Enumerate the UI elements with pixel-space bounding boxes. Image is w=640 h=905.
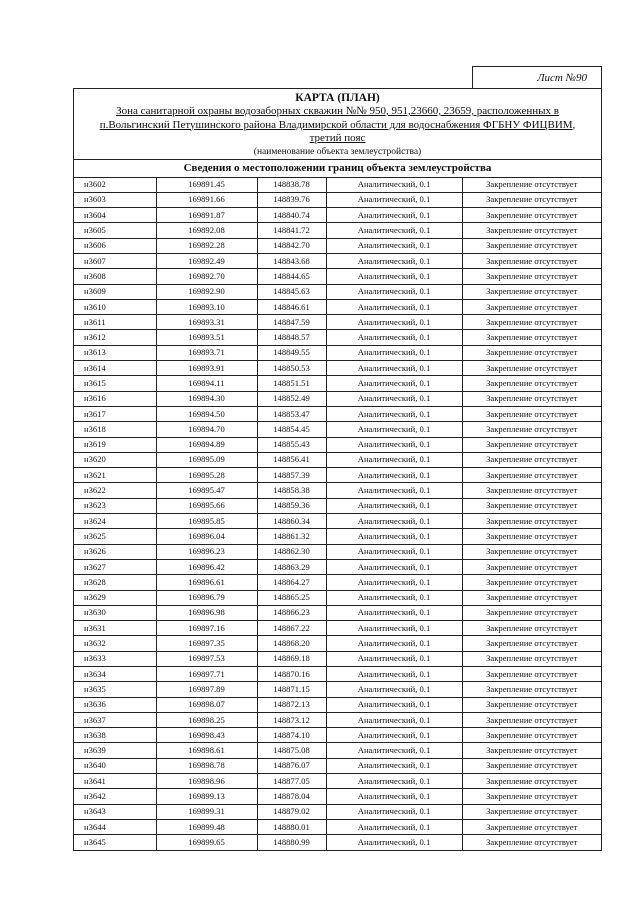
method-accuracy-cell: Аналитический, 0.1 — [326, 178, 462, 193]
fixation-status-cell: Закрепление отсутствует — [462, 712, 601, 727]
point-id-cell: н3639 — [74, 743, 156, 758]
coord-x-cell: 169899.65 — [156, 835, 257, 850]
coord-x-cell: 169896.42 — [156, 559, 257, 574]
method-accuracy-cell: Аналитический, 0.1 — [326, 299, 462, 314]
method-accuracy-cell: Аналитический, 0.1 — [326, 544, 462, 559]
coord-y-cell: 148839.76 — [257, 192, 326, 207]
fixation-status-cell: Закрепление отсутствует — [462, 192, 601, 207]
method-accuracy-cell: Аналитический, 0.1 — [326, 621, 462, 636]
table-row — [74, 391, 601, 406]
coord-x-cell: 169897.53 — [156, 651, 257, 666]
point-id-cell: н3622 — [74, 483, 156, 498]
coord-x-cell: 169894.50 — [156, 406, 257, 421]
point-id-cell: н3632 — [74, 636, 156, 651]
coord-y-cell: 148845.63 — [257, 284, 326, 299]
coord-y-cell: 148868.20 — [257, 636, 326, 651]
point-id-cell: н3614 — [74, 361, 156, 376]
coord-y-cell: 148849.55 — [257, 345, 326, 360]
method-accuracy-cell: Аналитический, 0.1 — [326, 529, 462, 544]
fixation-status-cell: Закрепление отсутствует — [462, 514, 601, 529]
coord-x-cell: 169898.43 — [156, 728, 257, 743]
point-id-cell: н3640 — [74, 758, 156, 773]
table-row — [74, 498, 601, 513]
point-id-cell: н3612 — [74, 330, 156, 345]
method-accuracy-cell: Аналитический, 0.1 — [326, 819, 462, 834]
point-id-cell: н3605 — [74, 223, 156, 238]
coord-y-cell: 148880.01 — [257, 819, 326, 834]
fixation-status-cell: Закрепление отсутствует — [462, 406, 601, 421]
table-row — [74, 208, 601, 223]
fixation-status-cell: Закрепление отсутствует — [462, 238, 601, 253]
point-id-cell: н3611 — [74, 315, 156, 330]
table-row — [74, 819, 601, 834]
coord-x-cell: 169898.78 — [156, 758, 257, 773]
point-id-cell: н3637 — [74, 712, 156, 727]
method-accuracy-cell: Аналитический, 0.1 — [326, 789, 462, 804]
coord-y-cell: 148856.41 — [257, 452, 326, 467]
table-row — [74, 559, 601, 574]
point-id-cell: н3645 — [74, 835, 156, 850]
fixation-status-cell: Закрепление отсутствует — [462, 667, 601, 682]
coord-y-cell: 148877.05 — [257, 774, 326, 789]
coord-x-cell: 169896.61 — [156, 575, 257, 590]
point-id-cell: н3608 — [74, 269, 156, 284]
coord-y-cell: 148859.36 — [257, 498, 326, 513]
coord-y-cell: 148860.34 — [257, 514, 326, 529]
coord-x-cell: 169898.25 — [156, 712, 257, 727]
coord-x-cell: 169895.85 — [156, 514, 257, 529]
fixation-status-cell: Закрепление отсутствует — [462, 361, 601, 376]
point-id-cell: н3628 — [74, 575, 156, 590]
coord-y-cell: 148851.51 — [257, 376, 326, 391]
table-row — [74, 514, 601, 529]
fixation-status-cell: Закрепление отсутствует — [462, 330, 601, 345]
point-id-cell: н3602 — [74, 178, 156, 193]
fixation-status-cell: Закрепление отсутствует — [462, 774, 601, 789]
fixation-status-cell: Закрепление отсутствует — [462, 529, 601, 544]
method-accuracy-cell: Аналитический, 0.1 — [326, 238, 462, 253]
coord-y-cell: 148866.23 — [257, 605, 326, 620]
method-accuracy-cell: Аналитический, 0.1 — [326, 835, 462, 850]
method-accuracy-cell: Аналитический, 0.1 — [326, 804, 462, 819]
coord-x-cell: 169891.45 — [156, 178, 257, 193]
fixation-status-cell: Закрепление отсутствует — [462, 468, 601, 483]
point-id-cell: н3634 — [74, 667, 156, 682]
coordinates-table-body — [74, 178, 601, 851]
method-accuracy-cell: Аналитический, 0.1 — [326, 269, 462, 284]
coord-y-cell: 148869.18 — [257, 651, 326, 666]
fixation-status-cell: Закрепление отсутствует — [462, 697, 601, 712]
coord-y-cell: 148847.59 — [257, 315, 326, 330]
coord-y-cell: 148874.10 — [257, 728, 326, 743]
boundary-document — [73, 88, 602, 851]
coord-x-cell: 169893.10 — [156, 299, 257, 314]
point-id-cell: н3619 — [74, 437, 156, 452]
coord-y-cell: 148861.32 — [257, 529, 326, 544]
method-accuracy-cell: Аналитический, 0.1 — [326, 391, 462, 406]
coord-y-cell: 148879.02 — [257, 804, 326, 819]
coord-y-cell: 148863.29 — [257, 559, 326, 574]
table-row — [74, 651, 601, 666]
method-accuracy-cell: Аналитический, 0.1 — [326, 315, 462, 330]
coord-x-cell: 169896.04 — [156, 529, 257, 544]
method-accuracy-cell: Аналитический, 0.1 — [326, 192, 462, 207]
coord-x-cell: 169896.98 — [156, 605, 257, 620]
fixation-status-cell: Закрепление отсутствует — [462, 208, 601, 223]
coord-x-cell: 169898.96 — [156, 774, 257, 789]
coord-x-cell: 169898.07 — [156, 697, 257, 712]
coord-x-cell: 169894.11 — [156, 376, 257, 391]
fixation-status-cell: Закрепление отсутствует — [462, 789, 601, 804]
table-row — [74, 712, 601, 727]
coord-x-cell: 169897.16 — [156, 621, 257, 636]
fixation-status-cell: Закрепление отсутствует — [462, 575, 601, 590]
coord-x-cell: 169891.66 — [156, 192, 257, 207]
fixation-status-cell: Закрепление отсутствует — [462, 483, 601, 498]
method-accuracy-cell: Аналитический, 0.1 — [326, 361, 462, 376]
fixation-status-cell: Закрепление отсутствует — [462, 299, 601, 314]
point-id-cell: н3638 — [74, 728, 156, 743]
coord-y-cell: 148858.38 — [257, 483, 326, 498]
sheet-number-label: Лист №90 — [537, 71, 587, 84]
table-row — [74, 468, 601, 483]
method-accuracy-cell: Аналитический, 0.1 — [326, 437, 462, 452]
coord-y-cell: 148857.39 — [257, 468, 326, 483]
coord-x-cell: 169895.66 — [156, 498, 257, 513]
fixation-status-cell: Закрепление отсутствует — [462, 223, 601, 238]
point-id-cell: н3643 — [74, 804, 156, 819]
fixation-status-cell: Закрепление отсутствует — [462, 819, 601, 834]
coord-y-cell: 148843.68 — [257, 253, 326, 268]
coord-y-cell: 148853.47 — [257, 406, 326, 421]
coord-y-cell: 148876.07 — [257, 758, 326, 773]
table-row — [74, 667, 601, 682]
object-description-line-2: п.Вольгинский Петушинского района Владимирской области для водоснабжения ФГБНУ ФИЦВИМ, — [99, 118, 576, 131]
coord-x-cell: 169899.31 — [156, 804, 257, 819]
coord-x-cell: 169892.28 — [156, 238, 257, 253]
coord-x-cell: 169892.70 — [156, 269, 257, 284]
coord-x-cell: 169892.08 — [156, 223, 257, 238]
table-row — [74, 743, 601, 758]
table-row — [74, 192, 601, 207]
table-row — [74, 299, 601, 314]
object-description-line-3: третий пояс — [309, 132, 366, 144]
fixation-status-cell: Закрепление отсутствует — [462, 391, 601, 406]
document-title: КАРТА (ПЛАН) — [295, 92, 380, 104]
point-id-cell: н3633 — [74, 651, 156, 666]
coord-x-cell: 169893.51 — [156, 330, 257, 345]
coord-y-cell: 148872.13 — [257, 697, 326, 712]
fixation-status-cell: Закрепление отсутствует — [462, 651, 601, 666]
table-row — [74, 376, 601, 391]
coord-y-cell: 148842.70 — [257, 238, 326, 253]
fixation-status-cell: Закрепление отсутствует — [462, 590, 601, 605]
coordinates-table — [74, 178, 601, 851]
object-name-caption: (наименование объекта землеустройства) — [253, 146, 422, 157]
coord-x-cell: 169894.70 — [156, 422, 257, 437]
coord-y-cell: 148862.30 — [257, 544, 326, 559]
method-accuracy-cell: Аналитический, 0.1 — [326, 253, 462, 268]
method-accuracy-cell: Аналитический, 0.1 — [326, 636, 462, 651]
point-id-cell: н3642 — [74, 789, 156, 804]
coord-x-cell: 169893.31 — [156, 315, 257, 330]
point-id-cell: н3616 — [74, 391, 156, 406]
coord-x-cell: 169893.71 — [156, 345, 257, 360]
table-row — [74, 789, 601, 804]
fixation-status-cell: Закрепление отсутствует — [462, 315, 601, 330]
table-row — [74, 284, 601, 299]
coord-x-cell: 169897.89 — [156, 682, 257, 697]
table-row — [74, 575, 601, 590]
table-row — [74, 529, 601, 544]
table-row — [74, 315, 601, 330]
table-row — [74, 238, 601, 253]
table-row — [74, 621, 601, 636]
fixation-status-cell: Закрепление отсутствует — [462, 422, 601, 437]
method-accuracy-cell: Аналитический, 0.1 — [326, 712, 462, 727]
method-accuracy-cell: Аналитический, 0.1 — [326, 468, 462, 483]
method-accuracy-cell: Аналитический, 0.1 — [326, 605, 462, 620]
coord-x-cell: 169891.87 — [156, 208, 257, 223]
coord-y-cell: 148873.12 — [257, 712, 326, 727]
coord-y-cell: 148855.43 — [257, 437, 326, 452]
method-accuracy-cell: Аналитический, 0.1 — [326, 575, 462, 590]
method-accuracy-cell: Аналитический, 0.1 — [326, 774, 462, 789]
coord-x-cell: 169896.23 — [156, 544, 257, 559]
point-id-cell: н3609 — [74, 284, 156, 299]
table-row — [74, 330, 601, 345]
fixation-status-cell: Закрепление отсутствует — [462, 544, 601, 559]
coord-y-cell: 148850.53 — [257, 361, 326, 376]
table-row — [74, 636, 601, 651]
point-id-cell: н3644 — [74, 819, 156, 834]
point-id-cell: н3626 — [74, 544, 156, 559]
table-row — [74, 406, 601, 421]
table-row — [74, 590, 601, 605]
method-accuracy-cell: Аналитический, 0.1 — [326, 697, 462, 712]
method-accuracy-cell: Аналитический, 0.1 — [326, 483, 462, 498]
coord-y-cell: 148867.22 — [257, 621, 326, 636]
point-id-cell: н3613 — [74, 345, 156, 360]
method-accuracy-cell: Аналитический, 0.1 — [326, 345, 462, 360]
coord-y-cell: 148865.25 — [257, 590, 326, 605]
fixation-status-cell: Закрепление отсутствует — [462, 498, 601, 513]
object-description-line-1: Зона санитарной охраны водозаборных скважин №№ 950, 951,23660, 23659, расположенных в — [116, 105, 559, 117]
method-accuracy-cell: Аналитический, 0.1 — [326, 406, 462, 421]
method-accuracy-cell: Аналитический, 0.1 — [326, 667, 462, 682]
point-id-cell: н3617 — [74, 406, 156, 421]
method-accuracy-cell: Аналитический, 0.1 — [326, 422, 462, 437]
coord-x-cell: 169895.09 — [156, 452, 257, 467]
table-row — [74, 422, 601, 437]
method-accuracy-cell: Аналитический, 0.1 — [326, 330, 462, 345]
coord-x-cell: 169895.28 — [156, 468, 257, 483]
point-id-cell: н3607 — [74, 253, 156, 268]
fixation-status-cell: Закрепление отсутствует — [462, 437, 601, 452]
table-row — [74, 223, 601, 238]
table-row — [74, 361, 601, 376]
fixation-status-cell: Закрепление отсутствует — [462, 636, 601, 651]
table-row — [74, 178, 601, 193]
coord-y-cell: 148878.04 — [257, 789, 326, 804]
coord-x-cell: 169898.61 — [156, 743, 257, 758]
method-accuracy-cell: Аналитический, 0.1 — [326, 651, 462, 666]
table-row — [74, 544, 601, 559]
fixation-status-cell: Закрепление отсутствует — [462, 605, 601, 620]
fixation-status-cell: Закрепление отсутствует — [462, 621, 601, 636]
method-accuracy-cell: Аналитический, 0.1 — [326, 284, 462, 299]
table-row — [74, 269, 601, 284]
fixation-status-cell: Закрепление отсутствует — [462, 452, 601, 467]
point-id-cell: н3631 — [74, 621, 156, 636]
fixation-status-cell: Закрепление отсутствует — [462, 743, 601, 758]
point-id-cell: н3630 — [74, 605, 156, 620]
coord-y-cell: 148870.16 — [257, 667, 326, 682]
coord-x-cell: 169897.35 — [156, 636, 257, 651]
point-id-cell: н3625 — [74, 529, 156, 544]
coord-x-cell: 169896.79 — [156, 590, 257, 605]
point-id-cell: н3635 — [74, 682, 156, 697]
fixation-status-cell: Закрепление отсутствует — [462, 178, 601, 193]
fixation-status-cell: Закрепление отсутствует — [462, 376, 601, 391]
method-accuracy-cell: Аналитический, 0.1 — [326, 728, 462, 743]
table-row — [74, 682, 601, 697]
fixation-status-cell: Закрепление отсутствует — [462, 682, 601, 697]
point-id-cell: н3615 — [74, 376, 156, 391]
coord-x-cell: 169893.91 — [156, 361, 257, 376]
table-row — [74, 437, 601, 452]
fixation-status-cell: Закрепление отсутствует — [462, 728, 601, 743]
table-row — [74, 483, 601, 498]
method-accuracy-cell: Аналитический, 0.1 — [326, 498, 462, 513]
method-accuracy-cell: Аналитический, 0.1 — [326, 208, 462, 223]
method-accuracy-cell: Аналитический, 0.1 — [326, 758, 462, 773]
fixation-status-cell: Закрепление отсутствует — [462, 269, 601, 284]
fixation-status-cell: Закрепление отсутствует — [462, 804, 601, 819]
coord-y-cell: 148846.61 — [257, 299, 326, 314]
coord-y-cell: 148841.72 — [257, 223, 326, 238]
coord-x-cell: 169899.48 — [156, 819, 257, 834]
coord-x-cell: 169897.71 — [156, 667, 257, 682]
coord-y-cell: 148871.15 — [257, 682, 326, 697]
method-accuracy-cell: Аналитический, 0.1 — [326, 559, 462, 574]
coord-y-cell: 148880.99 — [257, 835, 326, 850]
coord-y-cell: 148848.57 — [257, 330, 326, 345]
coord-y-cell: 148852.49 — [257, 391, 326, 406]
fixation-status-cell: Закрепление отсутствует — [462, 284, 601, 299]
table-row — [74, 728, 601, 743]
coord-y-cell: 148840.74 — [257, 208, 326, 223]
point-id-cell: н3624 — [74, 514, 156, 529]
fixation-status-cell: Закрепление отсутствует — [462, 835, 601, 850]
method-accuracy-cell: Аналитический, 0.1 — [326, 590, 462, 605]
method-accuracy-cell: Аналитический, 0.1 — [326, 743, 462, 758]
table-row — [74, 774, 601, 789]
point-id-cell: н3603 — [74, 192, 156, 207]
point-id-cell: н3629 — [74, 590, 156, 605]
coord-x-cell: 169894.30 — [156, 391, 257, 406]
table-row — [74, 605, 601, 620]
point-id-cell: н3636 — [74, 697, 156, 712]
point-id-cell: н3604 — [74, 208, 156, 223]
coord-x-cell: 169895.47 — [156, 483, 257, 498]
sheet-number — [472, 66, 602, 88]
table-row — [74, 758, 601, 773]
point-id-cell: н3620 — [74, 452, 156, 467]
method-accuracy-cell: Аналитический, 0.1 — [326, 223, 462, 238]
method-accuracy-cell: Аналитический, 0.1 — [326, 376, 462, 391]
point-id-cell: н3621 — [74, 468, 156, 483]
coord-x-cell: 169894.89 — [156, 437, 257, 452]
coord-x-cell: 169892.90 — [156, 284, 257, 299]
fixation-status-cell: Закрепление отсутствует — [462, 758, 601, 773]
point-id-cell: н3606 — [74, 238, 156, 253]
point-id-cell: н3641 — [74, 774, 156, 789]
fixation-status-cell: Закрепление отсутствует — [462, 559, 601, 574]
method-accuracy-cell: Аналитический, 0.1 — [326, 452, 462, 467]
section-title: Сведения о местоположении границ объекта землеустройства — [74, 160, 601, 178]
coord-y-cell: 148838.78 — [257, 178, 326, 193]
table-row — [74, 452, 601, 467]
coord-y-cell: 148854.45 — [257, 422, 326, 437]
coord-x-cell: 169899.13 — [156, 789, 257, 804]
point-id-cell: н3618 — [74, 422, 156, 437]
table-row — [74, 835, 601, 850]
fixation-status-cell: Закрепление отсутствует — [462, 345, 601, 360]
point-id-cell: н3610 — [74, 299, 156, 314]
point-id-cell: н3623 — [74, 498, 156, 513]
fixation-status-cell: Закрепление отсутствует — [462, 253, 601, 268]
coord-x-cell: 169892.49 — [156, 253, 257, 268]
coord-y-cell: 148844.65 — [257, 269, 326, 284]
method-accuracy-cell: Аналитический, 0.1 — [326, 682, 462, 697]
document-header — [74, 89, 601, 160]
table-row — [74, 804, 601, 819]
coord-y-cell: 148864.27 — [257, 575, 326, 590]
table-row — [74, 697, 601, 712]
method-accuracy-cell: Аналитический, 0.1 — [326, 514, 462, 529]
table-row — [74, 253, 601, 268]
table-row — [74, 345, 601, 360]
point-id-cell: н3627 — [74, 559, 156, 574]
coord-y-cell: 148875.08 — [257, 743, 326, 758]
